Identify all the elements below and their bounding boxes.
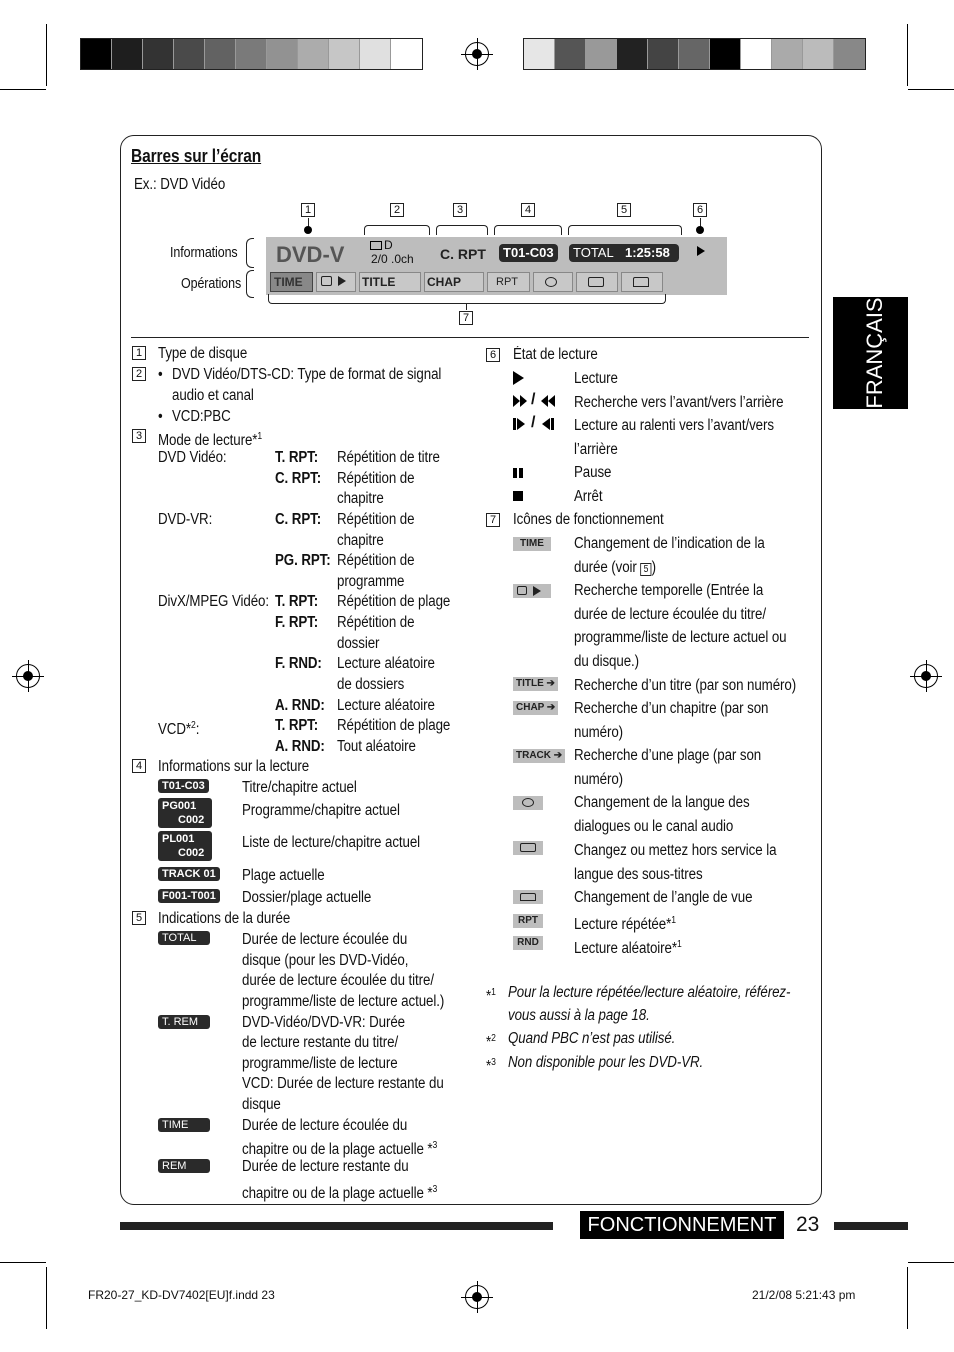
pause-icon <box>513 468 523 478</box>
crop-mark <box>907 1267 908 1329</box>
footnote-3: Non disponible pour les DVD-VR. <box>508 1054 704 1071</box>
audio-format: D <box>384 238 393 252</box>
item-4: Informations sur la lecture <box>158 758 310 775</box>
fast-forward-reverse-icon: / <box>513 393 561 409</box>
item-7: Icônes de fonctionnement <box>513 511 664 528</box>
dolby-icon <box>370 241 382 250</box>
op-chap[interactable]: CHAP <box>427 275 462 289</box>
crop-mark <box>908 1262 954 1263</box>
icon-title: TITLE ➔ <box>513 677 558 691</box>
badge-trem: T. REM <box>158 1015 210 1029</box>
icon-rnd: RND <box>513 936 543 950</box>
item-1: Type de disque <box>158 345 248 362</box>
time-label: TOTAL <box>573 245 614 260</box>
callout-4: 4 <box>521 203 535 217</box>
angle-icon <box>513 890 543 904</box>
badge-pl: PL001 C002 <box>158 831 212 861</box>
time-search-icon <box>513 584 551 598</box>
crop-mark <box>46 1267 47 1329</box>
crop-mark <box>907 24 908 86</box>
slow-motion-icon: / <box>513 416 561 432</box>
time-value: 1:25:58 <box>625 245 670 260</box>
icon-time: TIME <box>513 537 551 551</box>
audio-channels: 2/0 .0ch <box>371 252 414 266</box>
label-informations: Informations <box>170 245 238 261</box>
icon-track: TRACK ➔ <box>513 749 565 763</box>
playback-mode: C. RPT <box>440 246 486 262</box>
footer-rule-left <box>120 1222 553 1230</box>
badge-rem: REM <box>158 1159 210 1173</box>
registration-mark-bottom <box>465 1285 489 1309</box>
section-title: Barres sur l’écran <box>131 146 262 166</box>
icon-chap: CHAP ➔ <box>513 701 558 715</box>
crop-mark <box>46 24 47 86</box>
footer-rule-right <box>834 1222 908 1230</box>
callout-1: 1 <box>301 203 315 217</box>
print-date: 21/2/08 5:21:43 pm <box>752 1288 856 1302</box>
badge-total: TOTAL <box>158 931 210 945</box>
crop-mark <box>0 89 46 90</box>
crop-mark <box>0 1262 46 1263</box>
calibration-bar-right <box>523 38 866 70</box>
page-number: 23 <box>796 1213 820 1236</box>
badge-track: TRACK 01 <box>158 867 220 881</box>
language-tab-label: FRANÇAIS <box>862 297 887 409</box>
callout-2: 2 <box>390 203 404 217</box>
op-time[interactable]: TIME <box>274 275 303 289</box>
audio-icon <box>513 796 543 810</box>
play-icon <box>513 371 524 385</box>
callout-7: 7 <box>459 311 473 325</box>
footnote-2: Quand PBC n’est pas utilisé. <box>508 1030 676 1047</box>
item-6: État de lecture <box>513 346 598 363</box>
item-5: Indications de la durée <box>158 910 291 927</box>
file-info: FR20-27_KD-DV7402[EU]f.indd 23 <box>88 1288 275 1302</box>
op-rpt[interactable]: RPT <box>496 276 518 288</box>
registration-mark-left <box>16 664 40 688</box>
icon-rpt: RPT <box>513 914 543 928</box>
badge-pg: PG001 C002 <box>158 798 212 828</box>
crop-mark <box>908 89 954 90</box>
badge-time: TIME <box>158 1118 210 1132</box>
stop-icon <box>513 491 523 501</box>
op-title[interactable]: TITLE <box>362 275 396 289</box>
play-icon <box>697 246 705 256</box>
label-operations: Opérations <box>181 276 242 292</box>
language-tab <box>833 297 908 409</box>
callout-3: 3 <box>453 203 467 217</box>
badge-t01: T01-C03 <box>158 779 209 793</box>
example-label: Ex.: DVD Vidéo <box>134 176 226 193</box>
registration-mark-top <box>465 42 489 66</box>
divider <box>131 337 809 338</box>
footnote-1: Pour la lecture répétée/lecture aléatoire, référez- <box>508 984 791 1001</box>
badge-folder: F001-T001 <box>158 889 220 903</box>
callout-6: 6 <box>693 203 707 217</box>
registration-mark-right <box>914 664 938 688</box>
section-footer: FONCTIONNEMENT <box>580 1211 784 1239</box>
subtitle-icon <box>513 841 543 855</box>
calibration-bar-left <box>80 38 423 70</box>
callout-5: 5 <box>617 203 631 217</box>
disc-type: DVD-V <box>276 242 345 267</box>
track-info: T01-C03 <box>499 244 558 262</box>
